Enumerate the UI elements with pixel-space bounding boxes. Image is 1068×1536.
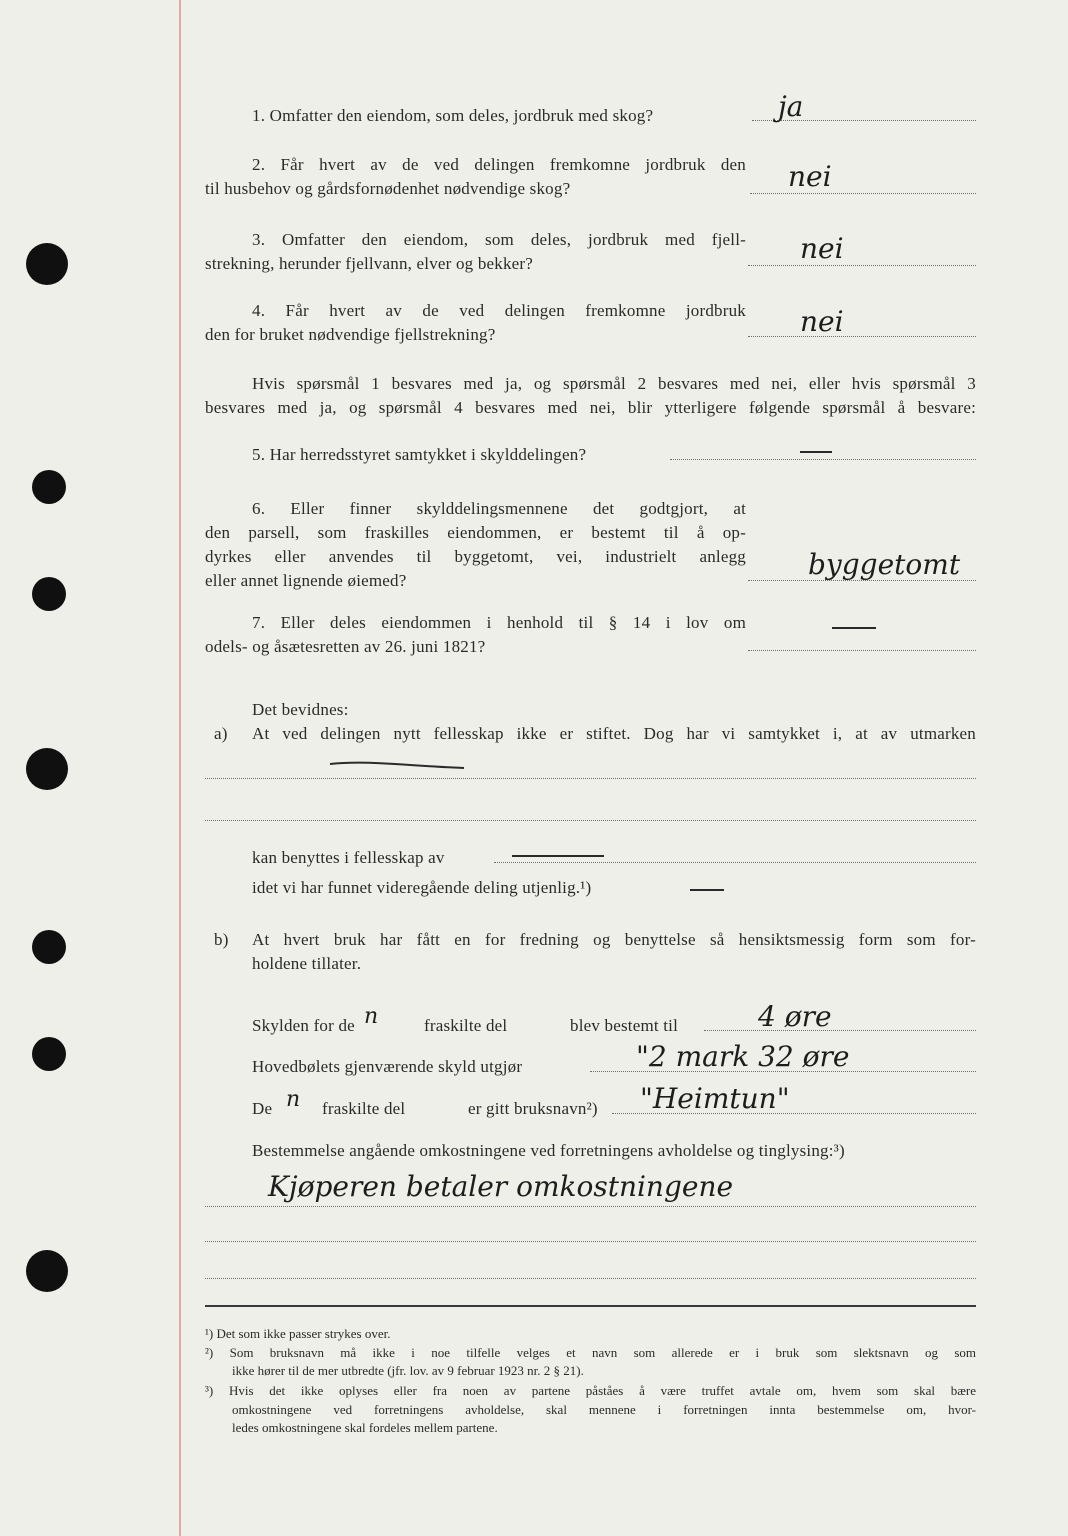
skyld-handwritten-suffix: n bbox=[364, 1004, 379, 1029]
item-b-line-1: At hvert bruk har fått en for fredning og benyttelse så hensiktsmessig form som for- bbox=[252, 930, 976, 949]
footnote-3-line-1: ³) Hvis det ikke oplyses eller fra noen av partene påståes å være truffet avtale om, hvem som skal bære bbox=[205, 1383, 976, 1398]
answer-2: nei bbox=[788, 160, 832, 193]
question-4-line-1: 4. Får hvert av de ved delingen fremkomne jordbruk bbox=[252, 301, 746, 320]
punch-hole bbox=[32, 1037, 66, 1071]
question-3-line-2: strekning, herunder fjellvann, elver og bekker? bbox=[205, 254, 534, 273]
skyld-fraskilte-del: fraskilte del bbox=[424, 1016, 508, 1035]
question-6-line-3: dyrkes eller anvendes til byggetomt, vei, industrielt anlegg bbox=[205, 547, 746, 566]
footnote-2-line-1: ²) Som bruksnavn må ikke i noe tilfelle velges et navn som allerede er i bruk som slektsnavn og som bbox=[205, 1345, 976, 1360]
question-6-line-2: den parsell, som fraskilles eiendommen, er bestemt til å op- bbox=[205, 523, 746, 542]
answer-3: nei bbox=[800, 232, 844, 265]
costs-line-3 bbox=[205, 1278, 976, 1279]
punch-hole bbox=[26, 1250, 68, 1292]
costs-line-1 bbox=[205, 1206, 976, 1207]
hovedbol-label: Hovedbølets gjenværende skyld utgjør bbox=[252, 1057, 523, 1076]
question-6-line-1: 6. Eller finner skylddelingsmennene det godtgjort, at bbox=[252, 499, 746, 518]
punch-hole bbox=[32, 930, 66, 964]
answer-6: byggetomt bbox=[808, 548, 961, 581]
conditional-line-2: besvares med ja, og spørsmål 4 besvares med nei, blir ytterligere følgende spørsmål å besvare: bbox=[205, 398, 976, 417]
costs-value: Kjøperen betaler omkostningene bbox=[268, 1170, 734, 1203]
costs-label: Bestemmelse angående omkostningene ved forretningens avholdelse og tinglysing:³) bbox=[252, 1141, 845, 1160]
bruksnavn-fraskilte-del: fraskilte del bbox=[322, 1099, 406, 1118]
footnote-3-line-2: omkostningene ved forretningens avholdelse, skal mennene i forretningen innta bestemmelse om, hvor- bbox=[232, 1402, 976, 1417]
utmark-line-1 bbox=[205, 778, 976, 779]
margin-line bbox=[179, 0, 181, 1536]
item-b-line-2: holdene tillater. bbox=[252, 954, 362, 973]
punch-hole bbox=[26, 243, 68, 285]
bruksnavn-gitt: er gitt bruksnavn²) bbox=[468, 1099, 598, 1118]
answer-4: nei bbox=[800, 305, 844, 338]
question-7-line-1: 7. Eller deles eiendommen i henhold til § 14 i lov om bbox=[252, 613, 746, 632]
strike-line-a bbox=[328, 756, 468, 776]
question-2-line-2: til husbehov og gårdsfornødenhet nødvendige skog? bbox=[205, 179, 571, 198]
question-7-line-2: odels- og åsætesretten av 26. juni 1821? bbox=[205, 637, 486, 656]
bevidnes-heading: Det bevidnes: bbox=[252, 700, 349, 719]
item-a-text: At ved delingen nytt fellesskap ikke er stiftet. Dog har vi samtykket i, at av utmarken bbox=[252, 724, 976, 743]
question-4-line-2: den for bruket nødvendige fjellstrekning? bbox=[205, 325, 496, 344]
bruksnavn-label-de: De bbox=[252, 1099, 273, 1118]
footnote-rule bbox=[205, 1305, 976, 1307]
item-b-label: b) bbox=[214, 930, 229, 949]
punch-hole bbox=[26, 748, 68, 790]
question-2-line-1: 2. Får hvert av de ved delingen fremkomne jordbruk den bbox=[252, 155, 746, 174]
punch-hole bbox=[32, 577, 66, 611]
skyld-value: 4 øre bbox=[758, 1000, 832, 1033]
answer-1: ja bbox=[778, 90, 804, 123]
answer-line-2 bbox=[750, 193, 976, 194]
footnote-2-line-2: ikke hører til de mer utbredte (jfr. lov. av 9 februar 1923 nr. 2 § 21). bbox=[232, 1363, 584, 1378]
punch-hole bbox=[32, 470, 66, 504]
further-division-dash bbox=[690, 889, 724, 891]
shared-use-dash bbox=[512, 855, 604, 857]
bruksnavn-value: "Heimtun" bbox=[640, 1082, 790, 1115]
skyld-label: Skylden for de bbox=[252, 1016, 355, 1035]
skyld-line bbox=[704, 1030, 976, 1031]
shared-use-line bbox=[494, 862, 976, 863]
answer-5-dash bbox=[800, 451, 832, 453]
bruksnavn-handwritten-suffix: n bbox=[286, 1087, 301, 1112]
answer-7-dash bbox=[832, 627, 876, 629]
question-1-text: 1. Omfatter den eiendom, som deles, jordbruk med skog? bbox=[252, 106, 654, 125]
costs-line-2 bbox=[205, 1241, 976, 1242]
footnote-3-line-3: ledes omkostningene skal fordeles mellem partene. bbox=[232, 1420, 498, 1435]
answer-line-4 bbox=[748, 336, 976, 337]
answer-line-5 bbox=[670, 459, 976, 460]
further-division-text: idet vi har funnet videregående deling utjenlig.¹) bbox=[252, 878, 592, 897]
question-6-line-4: eller annet lignende øiemed? bbox=[205, 571, 407, 590]
item-a-label: a) bbox=[214, 724, 228, 743]
question-3-line-1: 3. Omfatter den eiendom, som deles, jordbruk med fjell- bbox=[252, 230, 746, 249]
answer-line-3 bbox=[748, 265, 976, 266]
hovedbol-value: "2 mark 32 øre bbox=[636, 1040, 850, 1073]
conditional-line-1: Hvis spørsmål 1 besvares med ja, og spørsmål 2 besvares med nei, eller hvis spørsmål 3 bbox=[252, 374, 976, 393]
footnote-1: ¹) Det som ikke passer strykes over. bbox=[205, 1326, 391, 1341]
question-5-text: 5. Har herredsstyret samtykket i skylddelingen? bbox=[252, 445, 587, 464]
skyld-bestemt-til: blev bestemt til bbox=[570, 1016, 679, 1035]
shared-use-text: kan benyttes i fellesskap av bbox=[252, 848, 445, 867]
utmark-line-2 bbox=[205, 820, 976, 821]
answer-line-7 bbox=[748, 650, 976, 651]
